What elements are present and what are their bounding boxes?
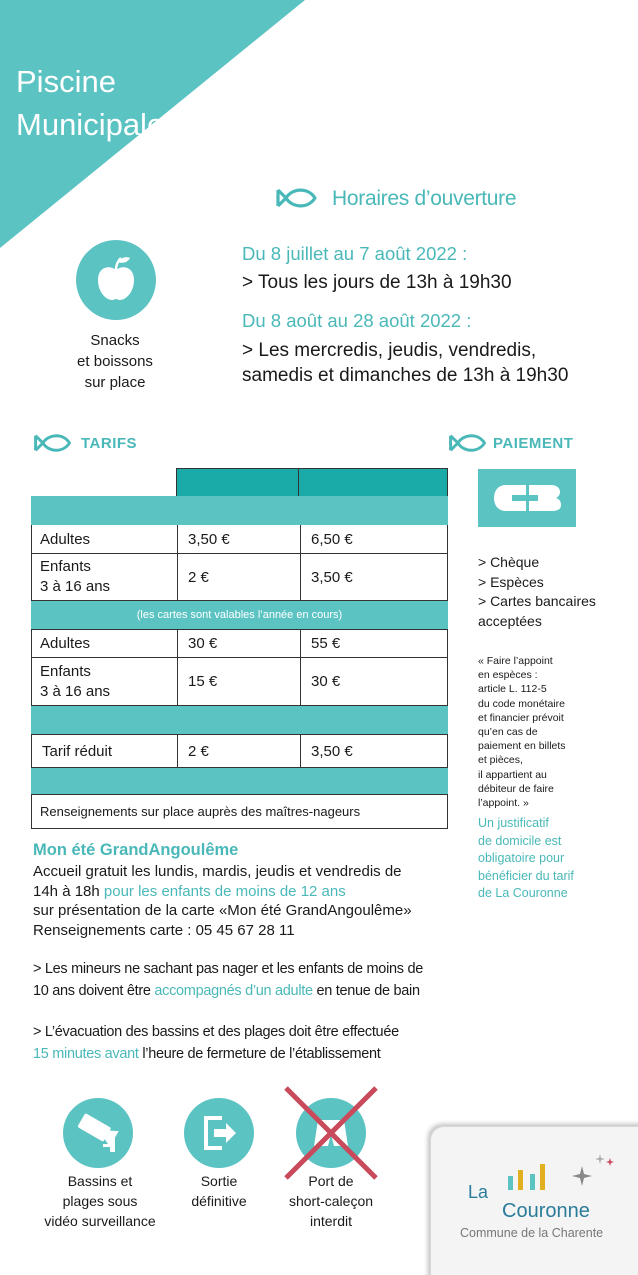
period-2-title: Du 8 août au 28 août 2022 : <box>242 310 472 331</box>
table-row: Tarif réduit 2 € 3,50 € <box>31 734 448 768</box>
apple-icon <box>76 240 156 320</box>
la-couronne-logo: La Couronne Commune de la Charente <box>430 1126 638 1275</box>
residence-proof-note: Un justificatif de domicile est obligatoire pour bénéficier du tarif de La Couronne <box>478 816 574 900</box>
table-row: Adultes 3,50 € 6,50 € <box>31 525 448 554</box>
hours-title: Horaires d’ouverture <box>332 187 517 210</box>
exit-icon <box>184 1098 254 1168</box>
page-title: Piscine Municipale <box>16 64 165 142</box>
camera-icon <box>63 1098 133 1168</box>
table-header-col1 <box>176 468 299 496</box>
exit-badge <box>184 1098 254 1168</box>
table-section-bar <box>31 496 448 525</box>
exit-label: Sortie définitive <box>191 1173 247 1209</box>
period-1-title: Du 8 juillet au 7 août 2022 : <box>242 243 468 264</box>
period-2-detail-2: samedis et dimanches de 13h à 19h30 <box>242 365 569 386</box>
period-2-detail-1: > Les mercredis, jeudis, vendredis, <box>242 340 537 361</box>
table-header-col2 <box>299 468 448 496</box>
cb-logo-icon <box>478 469 576 527</box>
fish-icon <box>276 186 318 210</box>
video-surveillance-badge <box>63 1098 133 1168</box>
table-section-bar <box>31 706 448 734</box>
ete-description: Accueil gratuit les lundis, mardis, jeudis et vendredis de 14h à 18h pour les enfants de moins de 12 ans sur présentation de la carte «Mon été GrandAngoulême» Renseignements carte : 05 45 67 28 11 <box>33 863 412 939</box>
paiement-heading: PAIEMENT <box>493 435 574 452</box>
table-row: Enfants 3 à 16 ans 2 € 3,50 € <box>31 554 448 601</box>
table-footer-row: Renseignements sur place auprès des maîtres-nageurs <box>31 794 448 829</box>
table-note-bar: (les cartes sont valables l’année en cours) <box>31 601 448 629</box>
table-row: Adultes 30 € 55 € <box>31 629 448 658</box>
video-surveillance-label: Bassins et plages sous vidéo surveillance <box>44 1173 156 1229</box>
payment-legal-note: « Faire l’appoint en espèces : article L. 112-5 du code monétaire et financier prévoit qu’en cas de paiement en billets et pièces, il appartient au débiteur de faire l’appoint. » <box>478 655 566 810</box>
shorts-forbidden-label: Port de short-caleçon interdit <box>288 1173 374 1229</box>
snacks-text: Snacks et boissons sur place <box>77 332 153 391</box>
cb-card-logo <box>478 469 576 527</box>
table-section-bar <box>31 768 448 794</box>
ete-title: Mon été GrandAngoulême <box>33 841 239 859</box>
snacks-badge <box>76 240 156 320</box>
fish-icon <box>448 432 488 454</box>
shorts-forbidden-badge <box>296 1098 366 1168</box>
fish-icon <box>33 432 73 454</box>
table-row: Enfants 3 à 16 ans 15 € 30 € <box>31 658 448 706</box>
logo-graphic-icon <box>490 1146 630 1196</box>
rule-minors: > Les mineurs ne sachant pas nager et les enfants de moins de 10 ans doivent être accompagnés d’un adulte en tenue de bain <box>33 961 423 999</box>
shorts-forbidden-icon <box>296 1098 366 1168</box>
tarifs-heading: TARIFS <box>81 435 138 452</box>
rule-evacuation: > L’évacuation des bassins et des plages doit être effectuée 15 minutes avant l’heure de fermeture de l’établissement <box>33 1024 399 1062</box>
payment-methods: > Chèque > Espèces > Cartes bancaires acceptées <box>478 554 596 629</box>
period-1-detail: > Tous les jours de 13h à 19h30 <box>242 272 512 293</box>
